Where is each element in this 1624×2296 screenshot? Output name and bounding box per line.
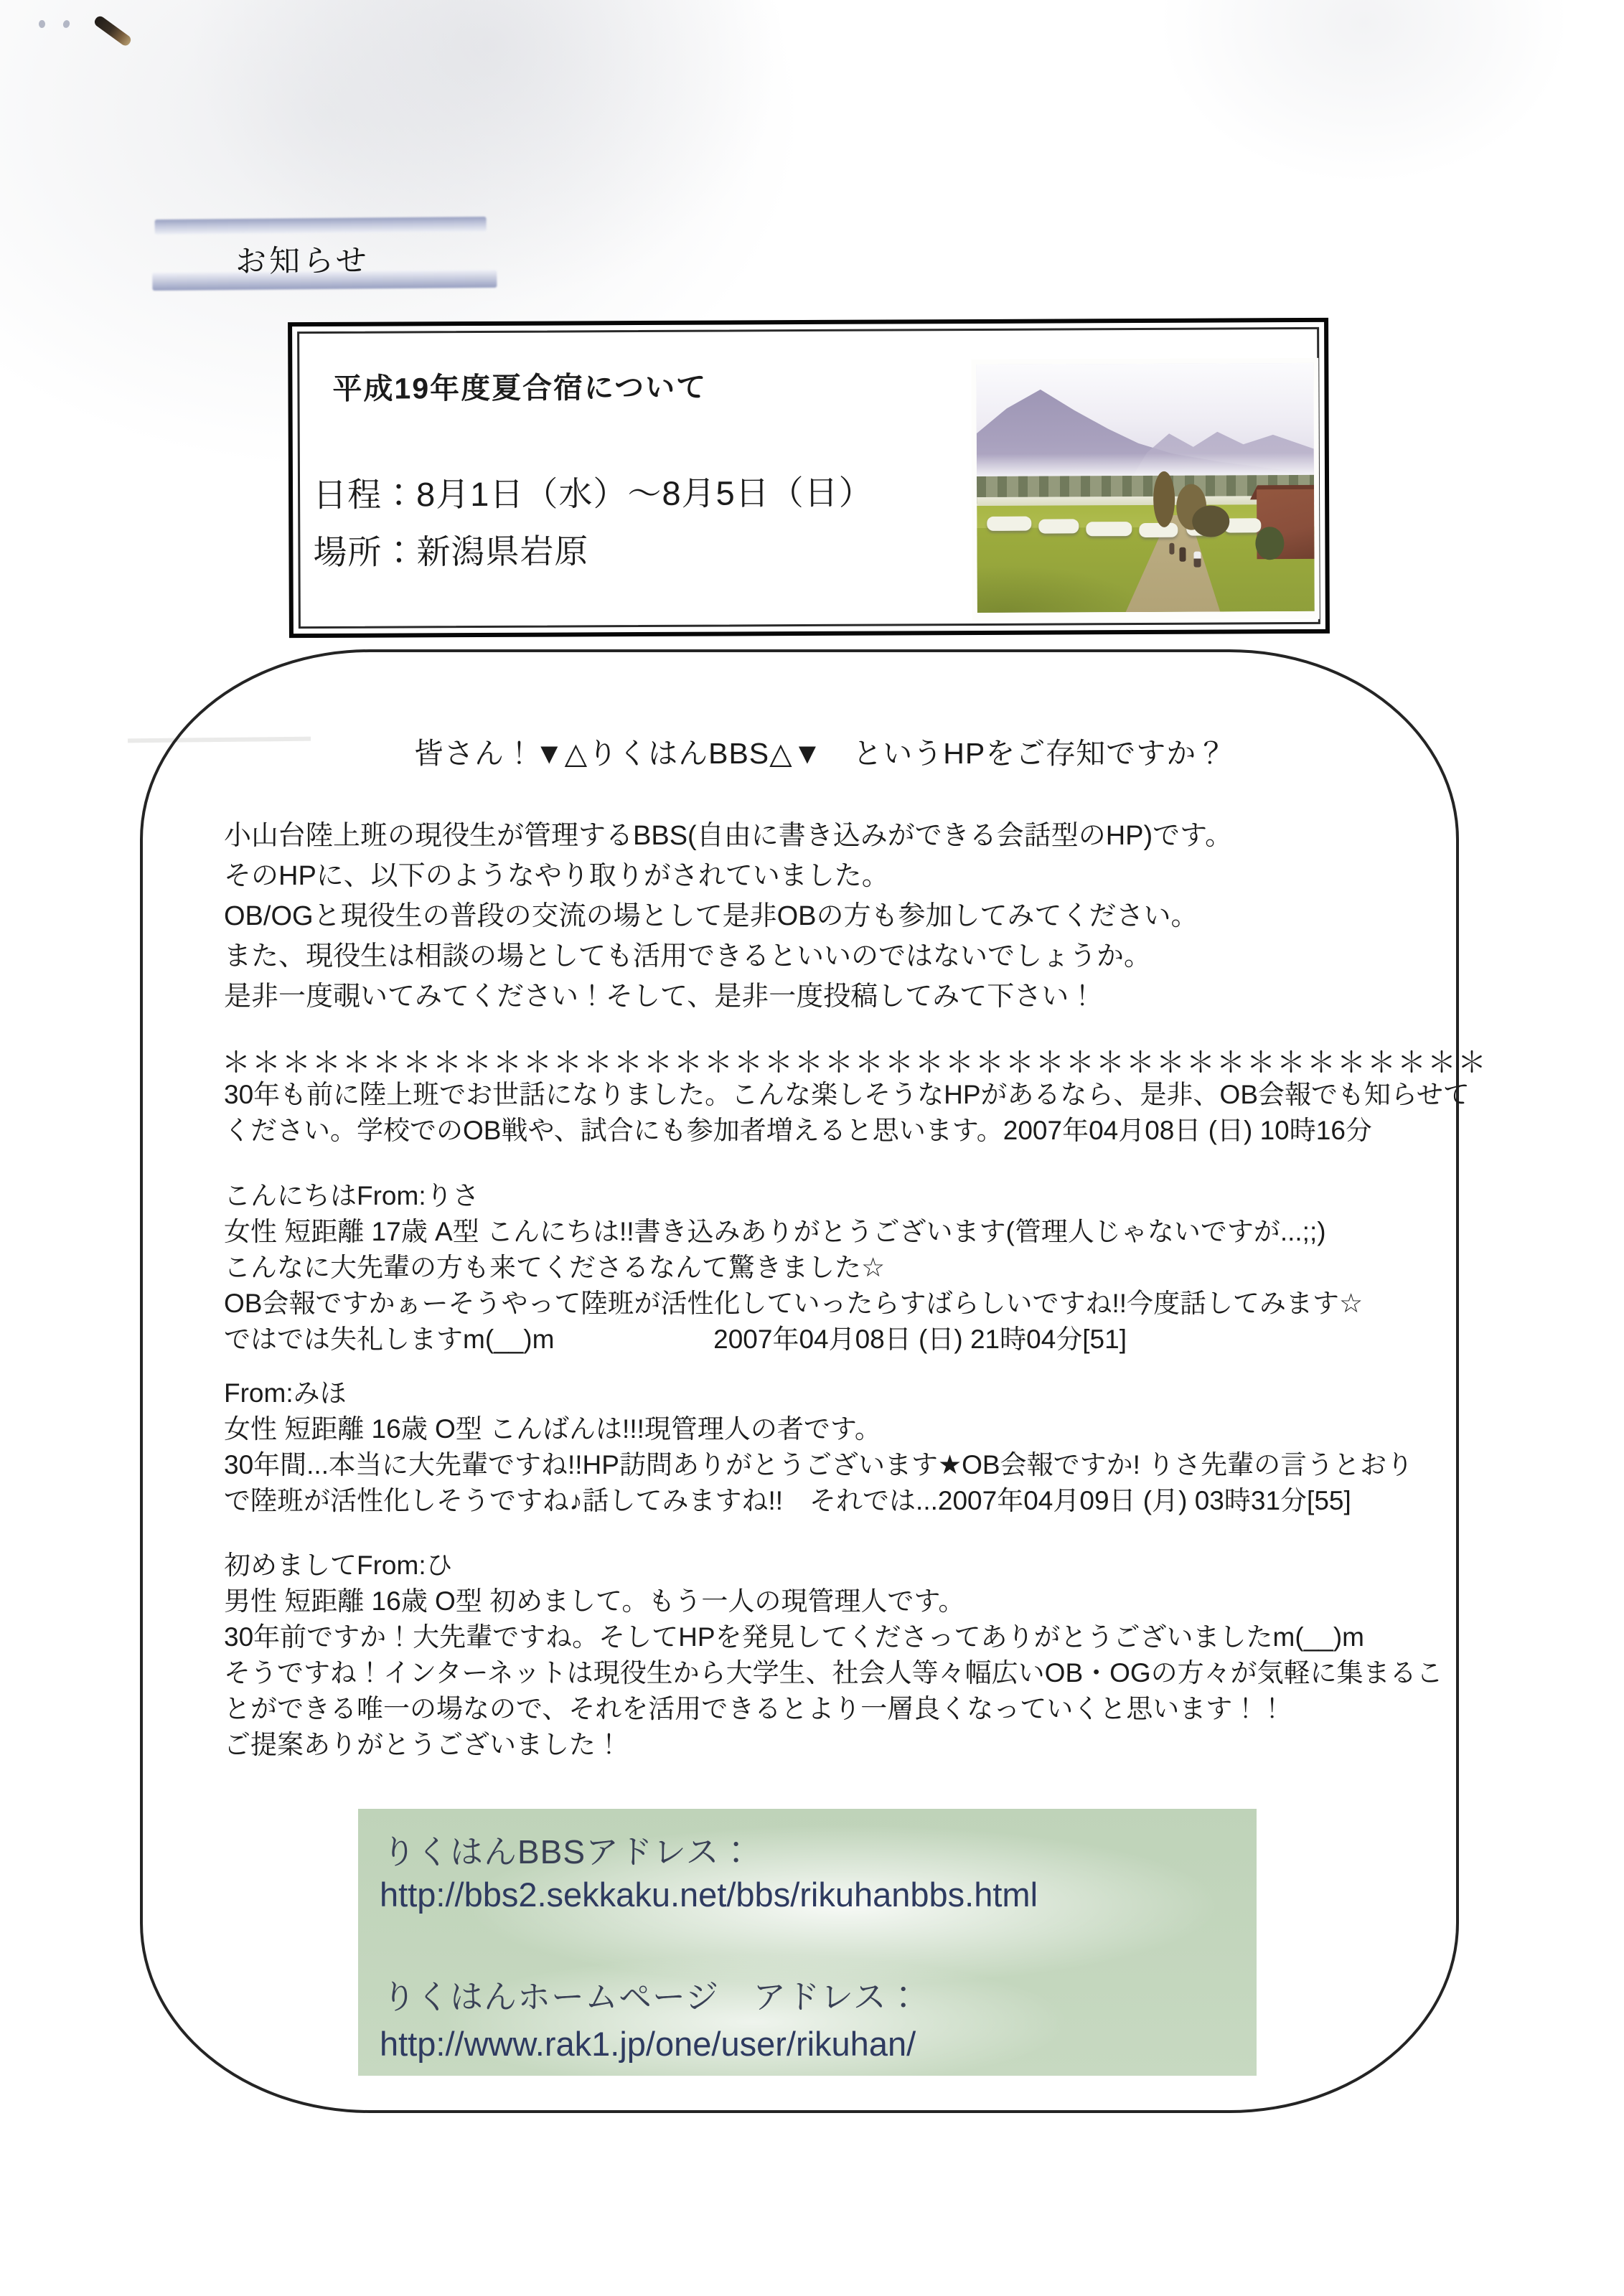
message-line: From:みほ: [224, 1378, 347, 1408]
message-line: そうですね！インターネットは現役生から大学生、社会人等々幅広いOB・OGの方々が気軽に集まるこ: [224, 1658, 1443, 1688]
bbs-bubble-section: [140, 649, 1488, 2113]
links-box: [358, 1809, 1257, 2076]
message-line: OB会報ですかぁーそうやって陸班が活性化していったらすばらしいですね!!今度話してみます☆: [224, 1289, 1363, 1318]
bbs-intro-paragraph: [224, 816, 1232, 1017]
intro-line: また、現役生は相談の場としても活用できるといいのではないでしょうか。: [224, 941, 1152, 971]
photo-tree: [1153, 471, 1175, 527]
message-dateline-inline: [224, 1483, 1413, 1519]
message-line: 30年も前に陸上班でお世話になりました。こんな楽しそうなHPがあるなら、是非、OB会報でも知らせて: [224, 1080, 1470, 1109]
message-date: 2007年04月09日 (月) 03時31分[55]: [937, 1486, 1351, 1515]
banner-top-stripe: [155, 217, 487, 235]
message-line: ではでは失礼しますm(__)m: [224, 1325, 555, 1354]
asterisk-separator: ＊＊＊＊＊＊＊＊＊＊＊＊＊＊＊＊＊＊＊＊＊＊＊＊＊＊＊＊＊＊＊＊＊＊＊＊＊＊＊＊＊＊: [222, 1047, 1488, 1078]
bbs-message-4: [224, 1548, 1443, 1763]
message-line: 女性 短距離 16歳 O型 こんばんは!!!現管理人の者です。: [224, 1414, 881, 1444]
message-line: こんにちはFrom:りさ: [224, 1181, 479, 1210]
camp-photo-image: [976, 363, 1315, 613]
homepage-address-label: りくはんホームページ アドレス：: [382, 1978, 921, 2015]
bbs-message-3: [224, 1375, 1413, 1519]
camp-photo: [971, 358, 1320, 621]
camp-schedule: 日程：8月1日（水）～8月5日（日）: [312, 473, 873, 514]
intro-line: OB/OGと現役生の普段の交流の場として是非OBの方も参加してみてください。: [224, 901, 1198, 931]
camp-title: 平成19年度夏合宿について: [332, 370, 708, 405]
notice-banner-label: お知らせ: [235, 243, 370, 280]
message-line: とができる唯一の場なので、それを活用できるとより一層良くなっていくと思います！！: [224, 1694, 1286, 1723]
photo-tent: [987, 517, 1031, 531]
photo-person: [1179, 547, 1186, 562]
scan-stain-mark: [93, 14, 133, 47]
message-line: 30年前ですか！大先輩ですね。そしてHPを発見してくださってありがとうございましたm(__)m: [224, 1622, 1364, 1652]
photo-tent: [1139, 523, 1178, 537]
intro-line: そのHPに、以下のようなやり取りがされていました。: [224, 861, 889, 891]
intro-line: 小山台陸上班の現役生が管理するBBS(自由に書き込みができる会話型のHP)です。: [224, 821, 1233, 851]
message-line: ください。学校でのOB戦や、試合にも参加者増えると思います。: [224, 1116, 1003, 1145]
photo-bush: [1255, 527, 1284, 560]
homepage-address-url: http://www.rak1.jp/one/user/rikuhan/: [380, 2025, 916, 2063]
message-line: 男性 短距離 16歳 O型 初めまして。もう一人の現管理人です。: [224, 1586, 965, 1616]
message-date: 2007年04月08日 (日) 10時16分: [1003, 1116, 1372, 1145]
scan-speck: [62, 19, 70, 29]
message-line: ご提案ありがとうございました！: [224, 1730, 622, 1759]
message-dateline: [224, 1113, 1372, 1149]
photo-tent: [1038, 519, 1079, 533]
message-line: 初めましてFrom:ひ: [224, 1551, 453, 1580]
message-line: 女性 短距離 17歳 A型 こんにちは!!書き込みありがとうございます(管理人じゃないですが...;;): [224, 1217, 1326, 1246]
photo-bush: [1192, 505, 1229, 537]
notice-banner: [155, 217, 487, 291]
bbs-address-url: http://bbs2.sekkaku.net/bbs/rikuhanbbs.html: [380, 1876, 1038, 1914]
bbs-address-label: りくはんBBSアドレス：: [382, 1833, 754, 1871]
message-date: 2007年04月08日 (日) 21時04分[51]: [713, 1325, 1127, 1354]
photo-tent: [1086, 522, 1132, 536]
camp-notice-inner-border: [297, 327, 1320, 629]
bbs-message-1: [224, 1077, 1470, 1149]
message-line: こんなに大先輩の方も来てくださるなんて驚きました☆: [224, 1253, 886, 1282]
bbs-message-2: [224, 1178, 1363, 1358]
message-line: で陸班が活性化しそうですね♪話してみますね!! それでは...: [224, 1486, 938, 1515]
bbs-heading: 皆さん！▼△りくはんBBS△▼ というHPをご存知ですか？: [414, 737, 1227, 770]
camp-notice-box: [288, 318, 1330, 638]
intro-line: 是非一度覗いてみてください！そして、是非一度投稿してみて下さい！: [224, 982, 1097, 1012]
message-line: 30年間...本当に大先輩ですね!!HP訪問ありがとうございます★OB会報ですか! りさ先輩の言うとおり: [224, 1450, 1414, 1479]
photo-person: [1169, 543, 1174, 555]
camp-location: 場所：新潟県岩原: [313, 532, 589, 572]
message-dateline: [224, 1322, 1127, 1358]
photo-person: [1193, 552, 1201, 568]
scan-speck: [39, 20, 45, 28]
